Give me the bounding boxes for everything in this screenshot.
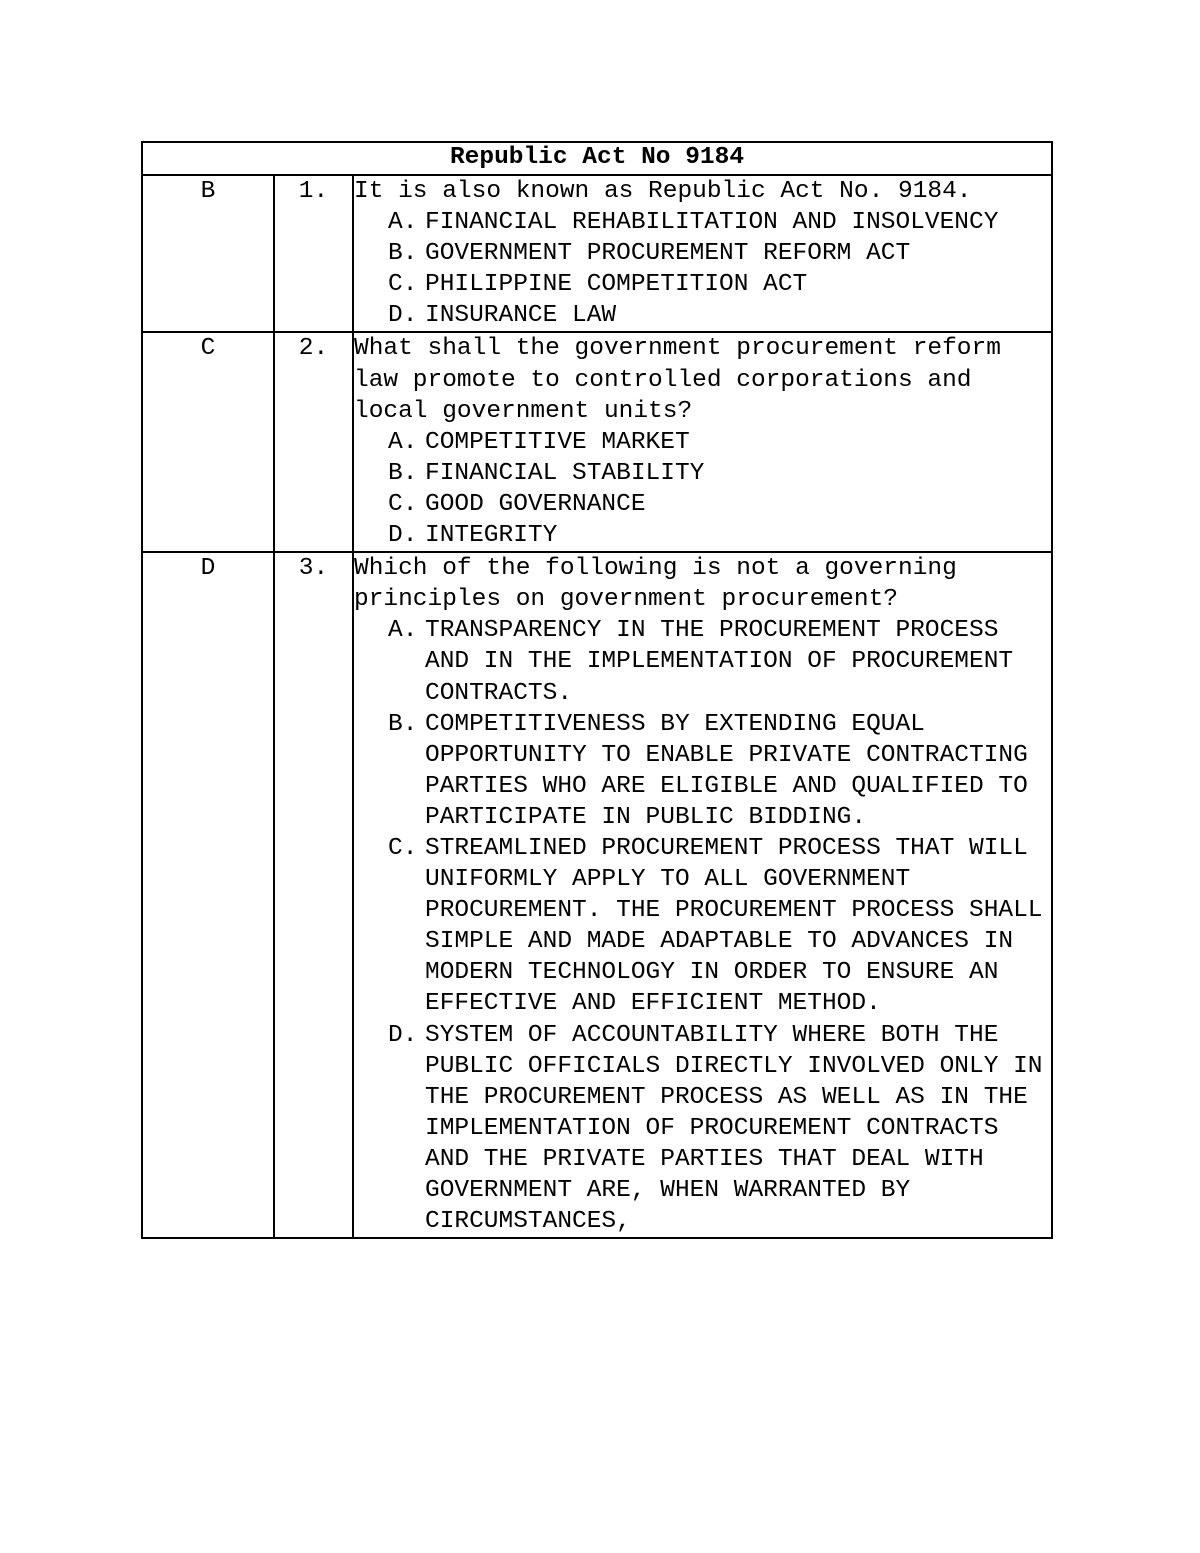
- option-letter: D.: [388, 302, 418, 330]
- option-text: GOVERNMENT PROCUREMENT REFORM ACT: [425, 240, 911, 268]
- option-letter: D.: [388, 1021, 418, 1049]
- option-item: [354, 238, 1051, 269]
- option-letter: A.: [388, 209, 418, 237]
- option-letter: B.: [388, 240, 418, 268]
- option-letter: C.: [388, 834, 418, 862]
- option-item: [354, 427, 1051, 458]
- option-text: SYSTEM OF ACCOUNTABILITY WHERE BOTH THE PUBLIC OFFICIALS DIRECTLY INVOLVED ONLY IN THE PROCUREMENT PROCESS AS WELL AS IN THE IMPLEMENTATION OF PROCUREMENT CONTRACTS AND THE PRIVATE PARTIES THAT DEAL WITH GOVERNMENT ARE, WHEN WARRANTED BY CIRCUMSTANCES,: [425, 1021, 1043, 1236]
- option-text: INSURANCE LAW: [425, 302, 617, 330]
- option-item: [354, 269, 1051, 300]
- question-number: 3.: [274, 552, 353, 1238]
- option-list: [354, 615, 1051, 1237]
- question-number: 2.: [274, 332, 353, 552]
- option-text: GOOD GOVERNANCE: [425, 490, 646, 518]
- option-letter: A.: [388, 617, 418, 645]
- option-text: TRANSPARENCY IN THE PROCUREMENT PROCESS AND IN THE IMPLEMENTATION OF PROCUREMENT CONTRACTS.: [425, 617, 1014, 707]
- option-list: [354, 207, 1051, 331]
- question-cell: [353, 175, 1052, 332]
- option-text: PHILIPPINE COMPETITION ACT: [425, 271, 808, 299]
- title-row: [142, 142, 1052, 175]
- question-row: [142, 552, 1052, 1238]
- answer-key: C: [142, 332, 274, 552]
- question-row: [142, 332, 1052, 552]
- option-item: [354, 300, 1051, 331]
- option-list: [354, 427, 1051, 551]
- answer-key: B: [142, 175, 274, 332]
- option-text: FINANCIAL STABILITY: [425, 459, 705, 487]
- option-letter: A.: [388, 428, 418, 456]
- question-cell: [353, 332, 1052, 552]
- option-text: INTEGRITY: [425, 522, 558, 550]
- option-text: STREAMLINED PROCUREMENT PROCESS THAT WILL UNIFORMLY APPLY TO ALL GOVERNMENT PROCUREMENT. THE PROCUREMENT PROCESS SHALL SIMPLE AND MADE ADAPTABLE TO ADVANCES IN MODERN TECHNOLOGY IN ORDER TO ENSURE AN EFFECTIVE AND EFFICIENT METHOD.: [425, 834, 1043, 1018]
- option-letter: C.: [388, 490, 418, 518]
- option-item: [354, 1020, 1051, 1238]
- option-item: [354, 458, 1051, 489]
- question-row: [142, 175, 1052, 332]
- question-number: 1.: [274, 175, 353, 332]
- option-item: [354, 520, 1051, 551]
- quiz-table: [141, 141, 1053, 1239]
- option-item: [354, 833, 1051, 1020]
- question-stem: It is also known as Republic Act No. 9184.: [354, 178, 972, 205]
- option-item: [354, 489, 1051, 520]
- question-stem: What shall the government procurement reform law promote to controlled corporations and local government units?: [354, 335, 1001, 425]
- option-letter: B.: [388, 459, 418, 487]
- table-title: Republic Act No 9184: [142, 142, 1052, 175]
- option-text: COMPETITIVE MARKET: [425, 428, 690, 456]
- answer-key: D: [142, 552, 274, 1238]
- question-cell: [353, 552, 1052, 1238]
- option-item: [354, 207, 1051, 238]
- option-letter: B.: [388, 710, 418, 738]
- option-text: COMPETITIVENESS BY EXTENDING EQUAL OPPORTUNITY TO ENABLE PRIVATE CONTRACTING PARTIES WHO ARE ELIGIBLE AND QUALIFIED TO PARTICIPATE IN PUBLIC BIDDING.: [425, 710, 1028, 831]
- option-item: [354, 615, 1051, 708]
- option-text: FINANCIAL REHABILITATION AND INSOLVENCY: [425, 209, 999, 237]
- option-letter: C.: [388, 271, 418, 299]
- question-stem: Which of the following is not a governing principles on government procurement?: [354, 555, 957, 614]
- option-letter: D.: [388, 522, 418, 550]
- option-item: [354, 709, 1051, 833]
